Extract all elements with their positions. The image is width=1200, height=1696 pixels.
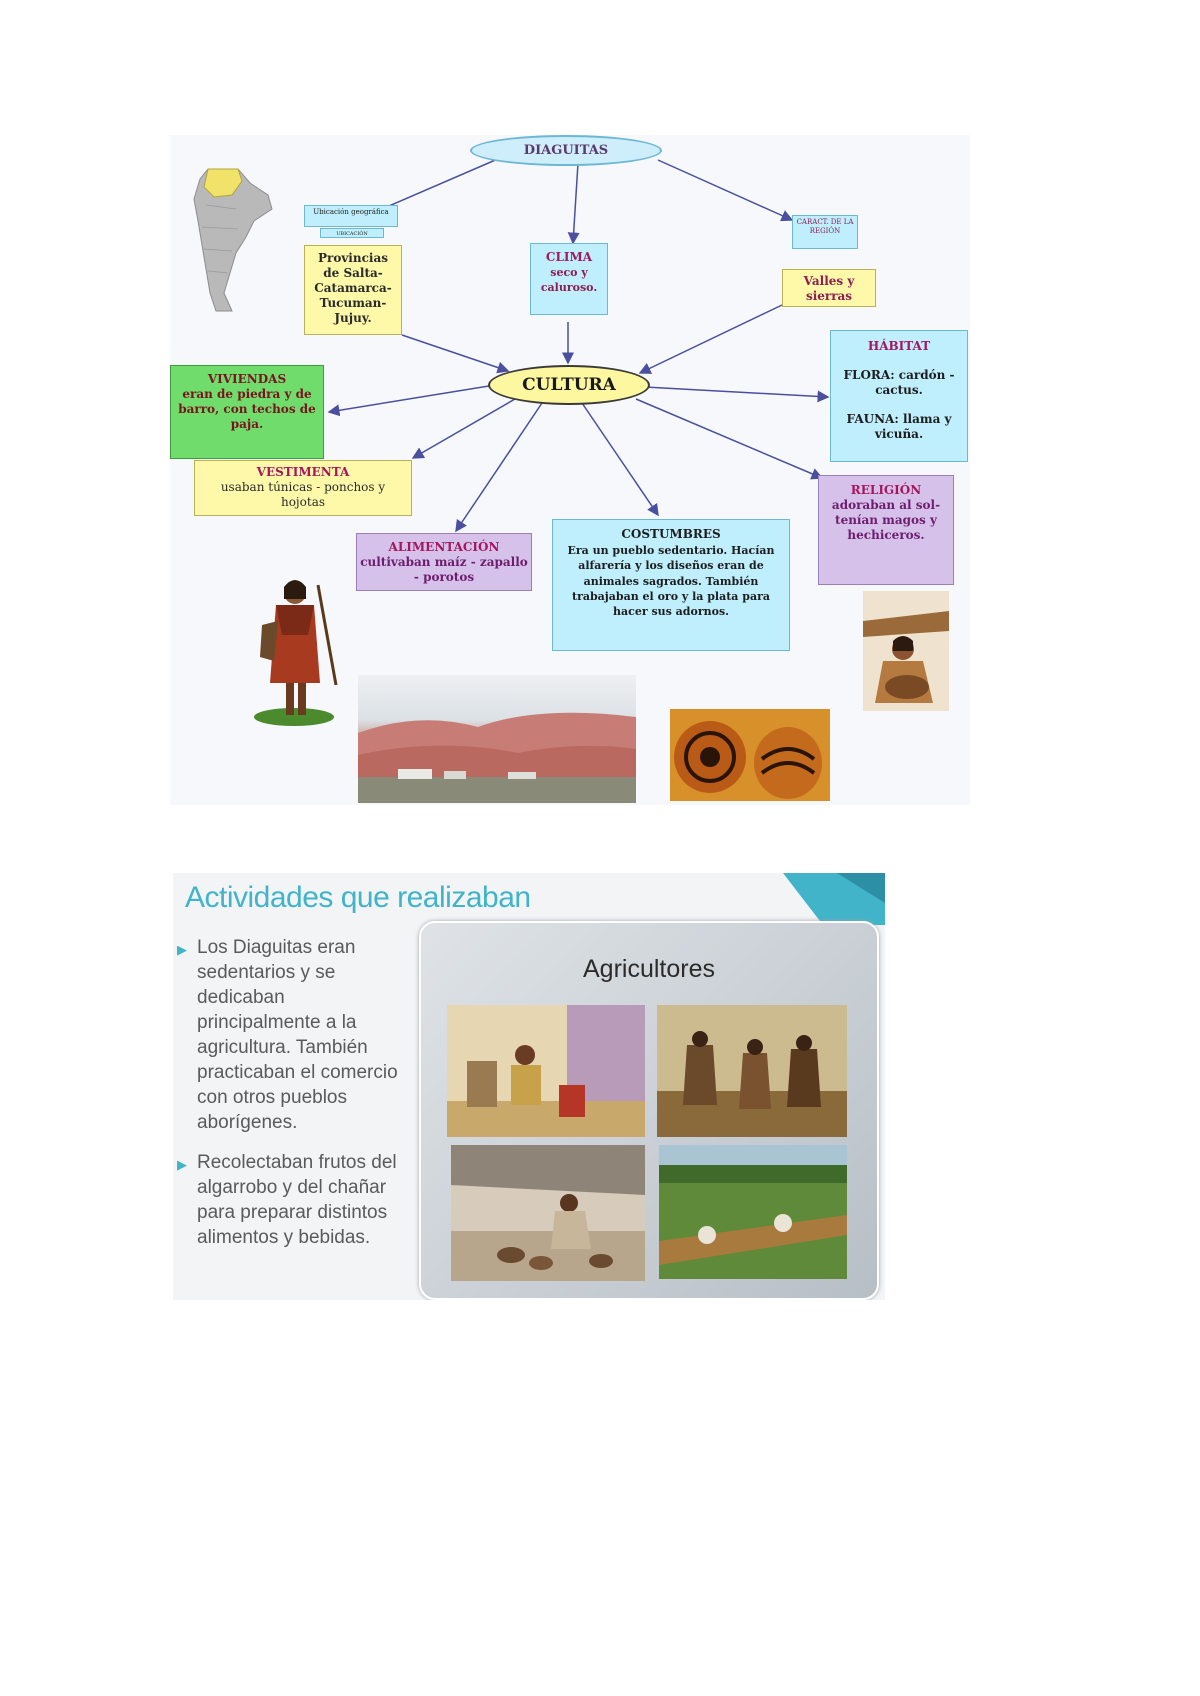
slide-title: Actividades que realizaban [185,881,531,914]
arrow-region-culture [640,305,782,373]
valley-landscape-image [358,675,636,803]
housing-box [170,365,324,459]
bullet-item-1 [177,935,407,1135]
flora-text: FLORA: cardón - cactus. [843,368,955,397]
farming-photo-3 [451,1145,645,1281]
panel-title: Agricultores [583,955,715,983]
religion-box [818,475,954,585]
bullet-arrow-icon: ▶ [177,942,187,957]
region-text-box: Valles y sierras [782,269,876,307]
arrow-root-climate [573,163,578,243]
arrow-culture-habitat [645,387,828,397]
pottery-image [670,709,830,801]
food-text: cultivaban maíz - zapallo - porotos [360,555,528,584]
fauna-text: FAUNA: llama y vicuña. [846,412,952,441]
arrow-culture-housing [329,385,495,412]
farming-photo-1 [447,1005,645,1137]
diaguita-man-illustration [248,565,344,727]
bullet-arrow-icon: ▶ [177,1157,187,1172]
slide-accent-shape [713,873,885,925]
housing-title: VIVIENDAS [207,372,287,386]
climate-title: CLIMA [545,250,593,264]
weaver-woman-image [863,591,949,711]
religion-title: RELIGIÓN [850,483,922,497]
root-node-diaguitas: DIAGUITAS [470,135,662,166]
clothing-box [194,460,412,516]
housing-text: eran de piedra y de barro, con techos de paja. [178,387,316,431]
provinces-box: Provincias de Salta- Catamarca- Tucuman- Jujuy. [304,245,402,335]
arrow-provinces-culture [402,335,508,371]
location-sublabel: UBICACIÓN [320,228,384,238]
food-title: ALIMENTACIÓN [388,540,500,554]
arrow-culture-food [456,403,542,531]
clothing-title: VESTIMENTA [256,465,350,479]
farming-photo-4 [659,1145,847,1279]
habitat-box [830,330,968,462]
bullet-text-2: Recolectaban frutos del algarrobo y del chañar para preparar distintos alimentos y bebidas. [197,1152,397,1248]
arrow-culture-religion [636,399,822,478]
concept-map [170,135,970,805]
habitat-title: HÁBITAT [867,339,931,353]
climate-text: seco y caluroso. [540,266,598,294]
bullet-text-1: Los Diaguitas eran sedentarios y se dedicaban principalmente a la agricultura. También practicaban el comercio con otros pueblos aborígenes. [197,937,398,1133]
farmers-panel [419,921,879,1300]
location-label: Ubicación geográfica [304,205,398,227]
customs-box [552,519,790,651]
customs-title: COSTUMBRES [621,527,721,541]
region-label: CARACT. DE LA REGIÓN [792,215,858,249]
arrow-culture-clothing [413,399,515,458]
customs-text: Era un pueblo sedentario. Hacían alfarería y los diseños eran de animales sagrados. También trabajaban el oro y la plata para hacer sus adornos. [567,543,775,619]
climate-box [530,243,608,315]
farming-photo-2 [657,1005,847,1137]
clothing-text: usaban túnicas - ponchos y hojotas [220,480,386,509]
arrow-root-region [658,160,792,220]
arrow-culture-customs [582,403,658,515]
center-node-cultura: CULTURA [488,365,650,405]
religion-text: adoraban al sol- tenían magos y hechiceros. [831,498,941,542]
activities-slide [173,873,885,1300]
argentina-map-icon [180,165,280,315]
bullet-item-2 [177,1150,407,1250]
food-box [356,533,532,591]
